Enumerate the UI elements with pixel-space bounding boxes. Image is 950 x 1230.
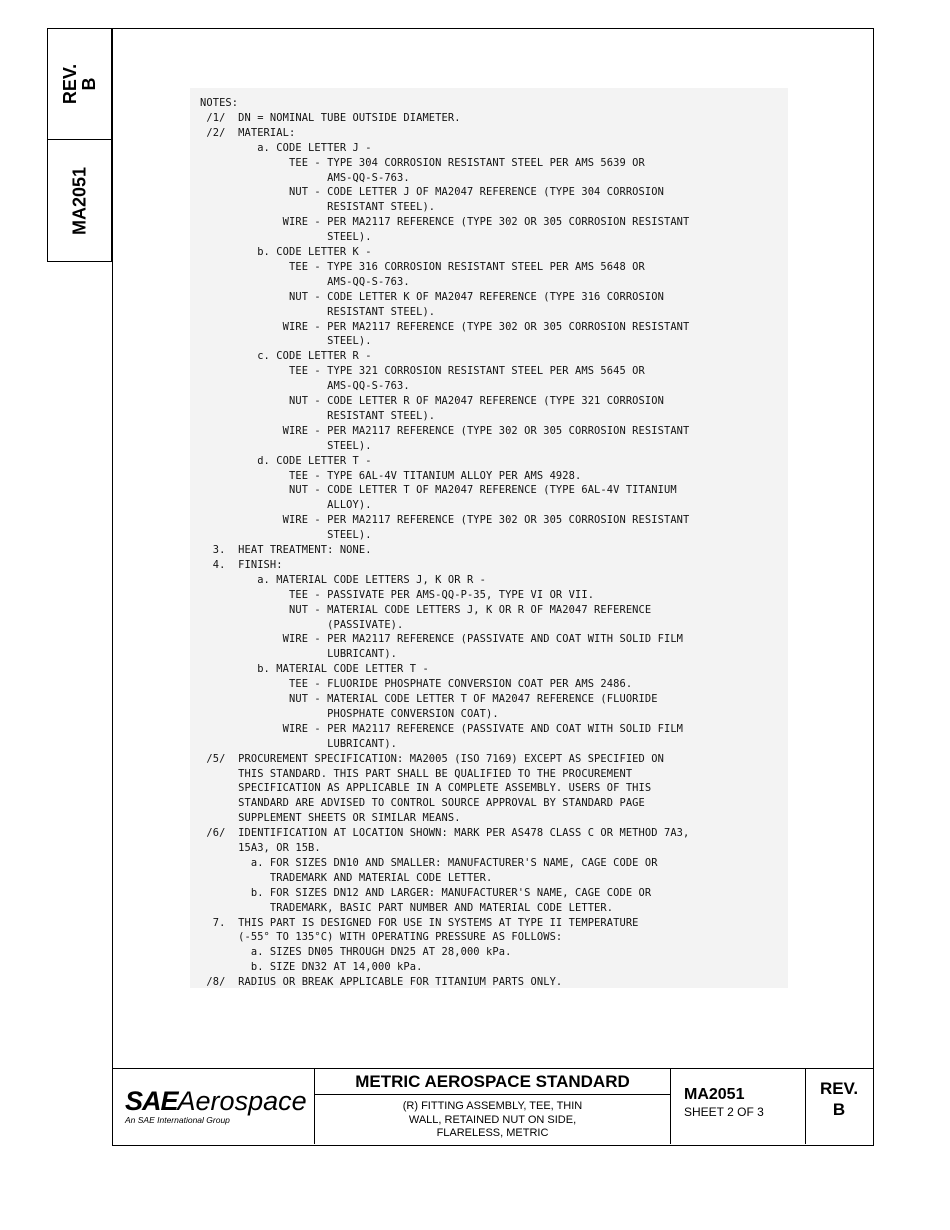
note-line: TEE - TYPE 6AL-4V TITANIUM ALLOY PER AMS 4928. <box>200 469 582 482</box>
notes-section <box>190 88 788 988</box>
title-block <box>112 1068 874 1146</box>
note-line: NUT - MATERIAL CODE LETTER T OF MA2047 REFERENCE (FLUORIDE <box>200 693 658 705</box>
note-line: d. CODE LETTER T - <box>200 454 372 467</box>
note-line: RESISTANT STEEL). <box>200 305 436 318</box>
part-description: (R) FITTING ASSEMBLY, TEE, THIN WALL, RETAINED NUT ON SIDE, FLARELESS, METRIC <box>315 1095 671 1144</box>
revision-value: B <box>832 1100 846 1119</box>
note-line: a. CODE LETTER J - <box>200 141 372 154</box>
note-line: TEE - PASSIVATE PER AMS-QQ-P-35, TYPE VI OR VII. <box>200 588 595 601</box>
logo-aerospace-text: Aerospace <box>177 1086 307 1116</box>
note-line: c. CODE LETTER R - <box>200 350 372 363</box>
note-line: TRADEMARK AND MATERIAL CODE LETTER. <box>200 871 493 884</box>
note-line: WIRE - PER MA2117 REFERENCE (TYPE 302 OR 305 CORROSION RESISTANT <box>200 320 690 333</box>
note-line: (-55° TO 135°C) WITH OPERATING PRESSURE AS FOLLOWS: <box>200 931 563 944</box>
note-line: TEE - TYPE 321 CORROSION RESISTANT STEEL PER AMS 5645 OR <box>200 365 645 378</box>
side-doc-number-tab <box>47 140 112 262</box>
note-line: RESISTANT STEEL). <box>200 201 436 214</box>
note-line: SUPPLEMENT SHEETS OR SIMILAR MEANS. <box>200 812 461 825</box>
note-line: STANDARD ARE ADVISED TO CONTROL SOURCE APPROVAL BY STANDARD PAGE <box>200 797 645 810</box>
standard-title: METRIC AEROSPACE STANDARD <box>315 1069 671 1095</box>
note-line: 7. THIS PART IS DESIGNED FOR USE IN SYSTEMS AT TYPE II TEMPERATURE <box>200 916 639 929</box>
document-number-cell <box>671 1069 806 1144</box>
note-line: a. FOR SIZES DN10 AND SMALLER: MANUFACTURER'S NAME, CAGE CODE OR <box>200 856 658 869</box>
note-line: a. SIZES DN05 THROUGH DN25 AT 28,000 kPa. <box>200 946 512 959</box>
note-line: PHOSPHATE CONVERSION COAT). <box>200 707 499 720</box>
note-line: RESISTANT STEEL). <box>200 409 436 422</box>
note-line: WIRE - PER MA2117 REFERENCE (TYPE 302 OR 305 CORROSION RESISTANT <box>200 216 690 229</box>
note-line: SPECIFICATION AS APPLICABLE IN A COMPLETE ASSEMBLY. USERS OF THIS <box>200 782 652 795</box>
note-line: /8/ RADIUS OR BREAK APPLICABLE FOR TITANIUM PARTS ONLY. <box>200 976 563 989</box>
note-line: NOTES: <box>200 97 239 109</box>
side-doc-number-label: MA2051 <box>69 166 89 235</box>
note-line: STEEL). <box>200 231 372 244</box>
note-line: AMS-QQ-S-763. <box>200 171 410 184</box>
note-line: /5/ PROCUREMENT SPECIFICATION: MA2005 (ISO 7169) EXCEPT AS SPECIFIED ON <box>200 752 664 765</box>
note-line: b. FOR SIZES DN12 AND LARGER: MANUFACTURER'S NAME, CAGE CODE OR <box>200 886 652 899</box>
note-line: b. MATERIAL CODE LETTER T - <box>200 663 429 676</box>
sheet-number: SHEET 2 OF 3 <box>684 1105 764 1119</box>
document-number: MA2051 <box>684 1086 745 1103</box>
note-line: STEEL). <box>200 439 372 452</box>
note-line: WIRE - PER MA2117 REFERENCE (TYPE 302 OR 305 CORROSION RESISTANT <box>200 514 690 527</box>
note-line: NUT - CODE LETTER J OF MA2047 REFERENCE (TYPE 304 CORROSION <box>200 186 664 199</box>
note-line: TEE - TYPE 304 CORROSION RESISTANT STEEL PER AMS 5639 OR <box>200 156 645 169</box>
side-rev-tab <box>47 28 112 140</box>
note-line: STEEL). <box>200 335 372 348</box>
note-line: STEEL). <box>200 529 372 542</box>
note-line: NUT - CODE LETTER T OF MA2047 REFERENCE (TYPE 6AL-4V TITANIUM <box>200 484 677 497</box>
logo-tagline: An SAE International Group <box>125 1115 230 1125</box>
note-line: NUT - CODE LETTER K OF MA2047 REFERENCE (TYPE 316 CORROSION <box>200 290 664 303</box>
note-line: NUT - MATERIAL CODE LETTERS J, K OR R OF MA2047 REFERENCE <box>200 603 652 616</box>
revision-cell <box>806 1069 872 1144</box>
note-line: NUT - CODE LETTER R OF MA2047 REFERENCE (TYPE 321 CORROSION <box>200 395 664 407</box>
note-line: WIRE - PER MA2117 REFERENCE (TYPE 302 OR 305 CORROSION RESISTANT <box>200 424 690 437</box>
note-line: a. MATERIAL CODE LETTERS J, K OR R - <box>200 573 487 586</box>
note-line: THIS STANDARD. THIS PART SHALL BE QUALIFIED TO THE PROCUREMENT <box>200 767 633 780</box>
note-line: WIRE - PER MA2117 REFERENCE (PASSIVATE AND COAT WITH SOLID FILM <box>200 722 684 735</box>
note-line: /2/ MATERIAL: <box>200 126 296 139</box>
logo-sae-text: SAE <box>125 1086 178 1116</box>
note-line: b. CODE LETTER K - <box>200 246 372 258</box>
note-line: /1/ DN = NOMINAL TUBE OUTSIDE DIAMETER. <box>200 111 461 124</box>
note-line: TRADEMARK, BASIC PART NUMBER AND MATERIAL CODE LETTER. <box>200 901 614 914</box>
logo-cell <box>113 1069 315 1144</box>
note-line: ALLOY). <box>200 499 372 512</box>
note-line: 4. FINISH: <box>200 558 283 571</box>
note-line: /6/ IDENTIFICATION AT LOCATION SHOWN: MARK PER AS478 CLASS C OR METHOD 7A3, <box>200 827 690 840</box>
note-line: TEE - FLUORIDE PHOSPHATE CONVERSION COAT PER AMS 2486. <box>200 678 633 691</box>
note-line: AMS-QQ-S-763. <box>200 275 410 288</box>
revision-label: REV. <box>819 1079 859 1098</box>
note-line: AMS-QQ-S-763. <box>200 380 410 393</box>
sae-aerospace-logo <box>125 1087 307 1126</box>
note-line: b. SIZE DN32 AT 14,000 kPa. <box>200 961 423 974</box>
note-line: TEE - TYPE 316 CORROSION RESISTANT STEEL PER AMS 5648 OR <box>200 260 645 273</box>
note-line: (PASSIVATE). <box>200 618 404 631</box>
note-line: 15A3, OR 15B. <box>200 842 321 854</box>
side-rev-label: REV. B <box>59 63 99 105</box>
note-line: LUBRICANT). <box>200 737 398 750</box>
note-line: WIRE - PER MA2117 REFERENCE (PASSIVATE AND COAT WITH SOLID FILM <box>200 633 684 646</box>
note-line: 3. HEAT TREATMENT: NONE. <box>200 544 372 556</box>
note-line: LUBRICANT). <box>200 648 398 661</box>
